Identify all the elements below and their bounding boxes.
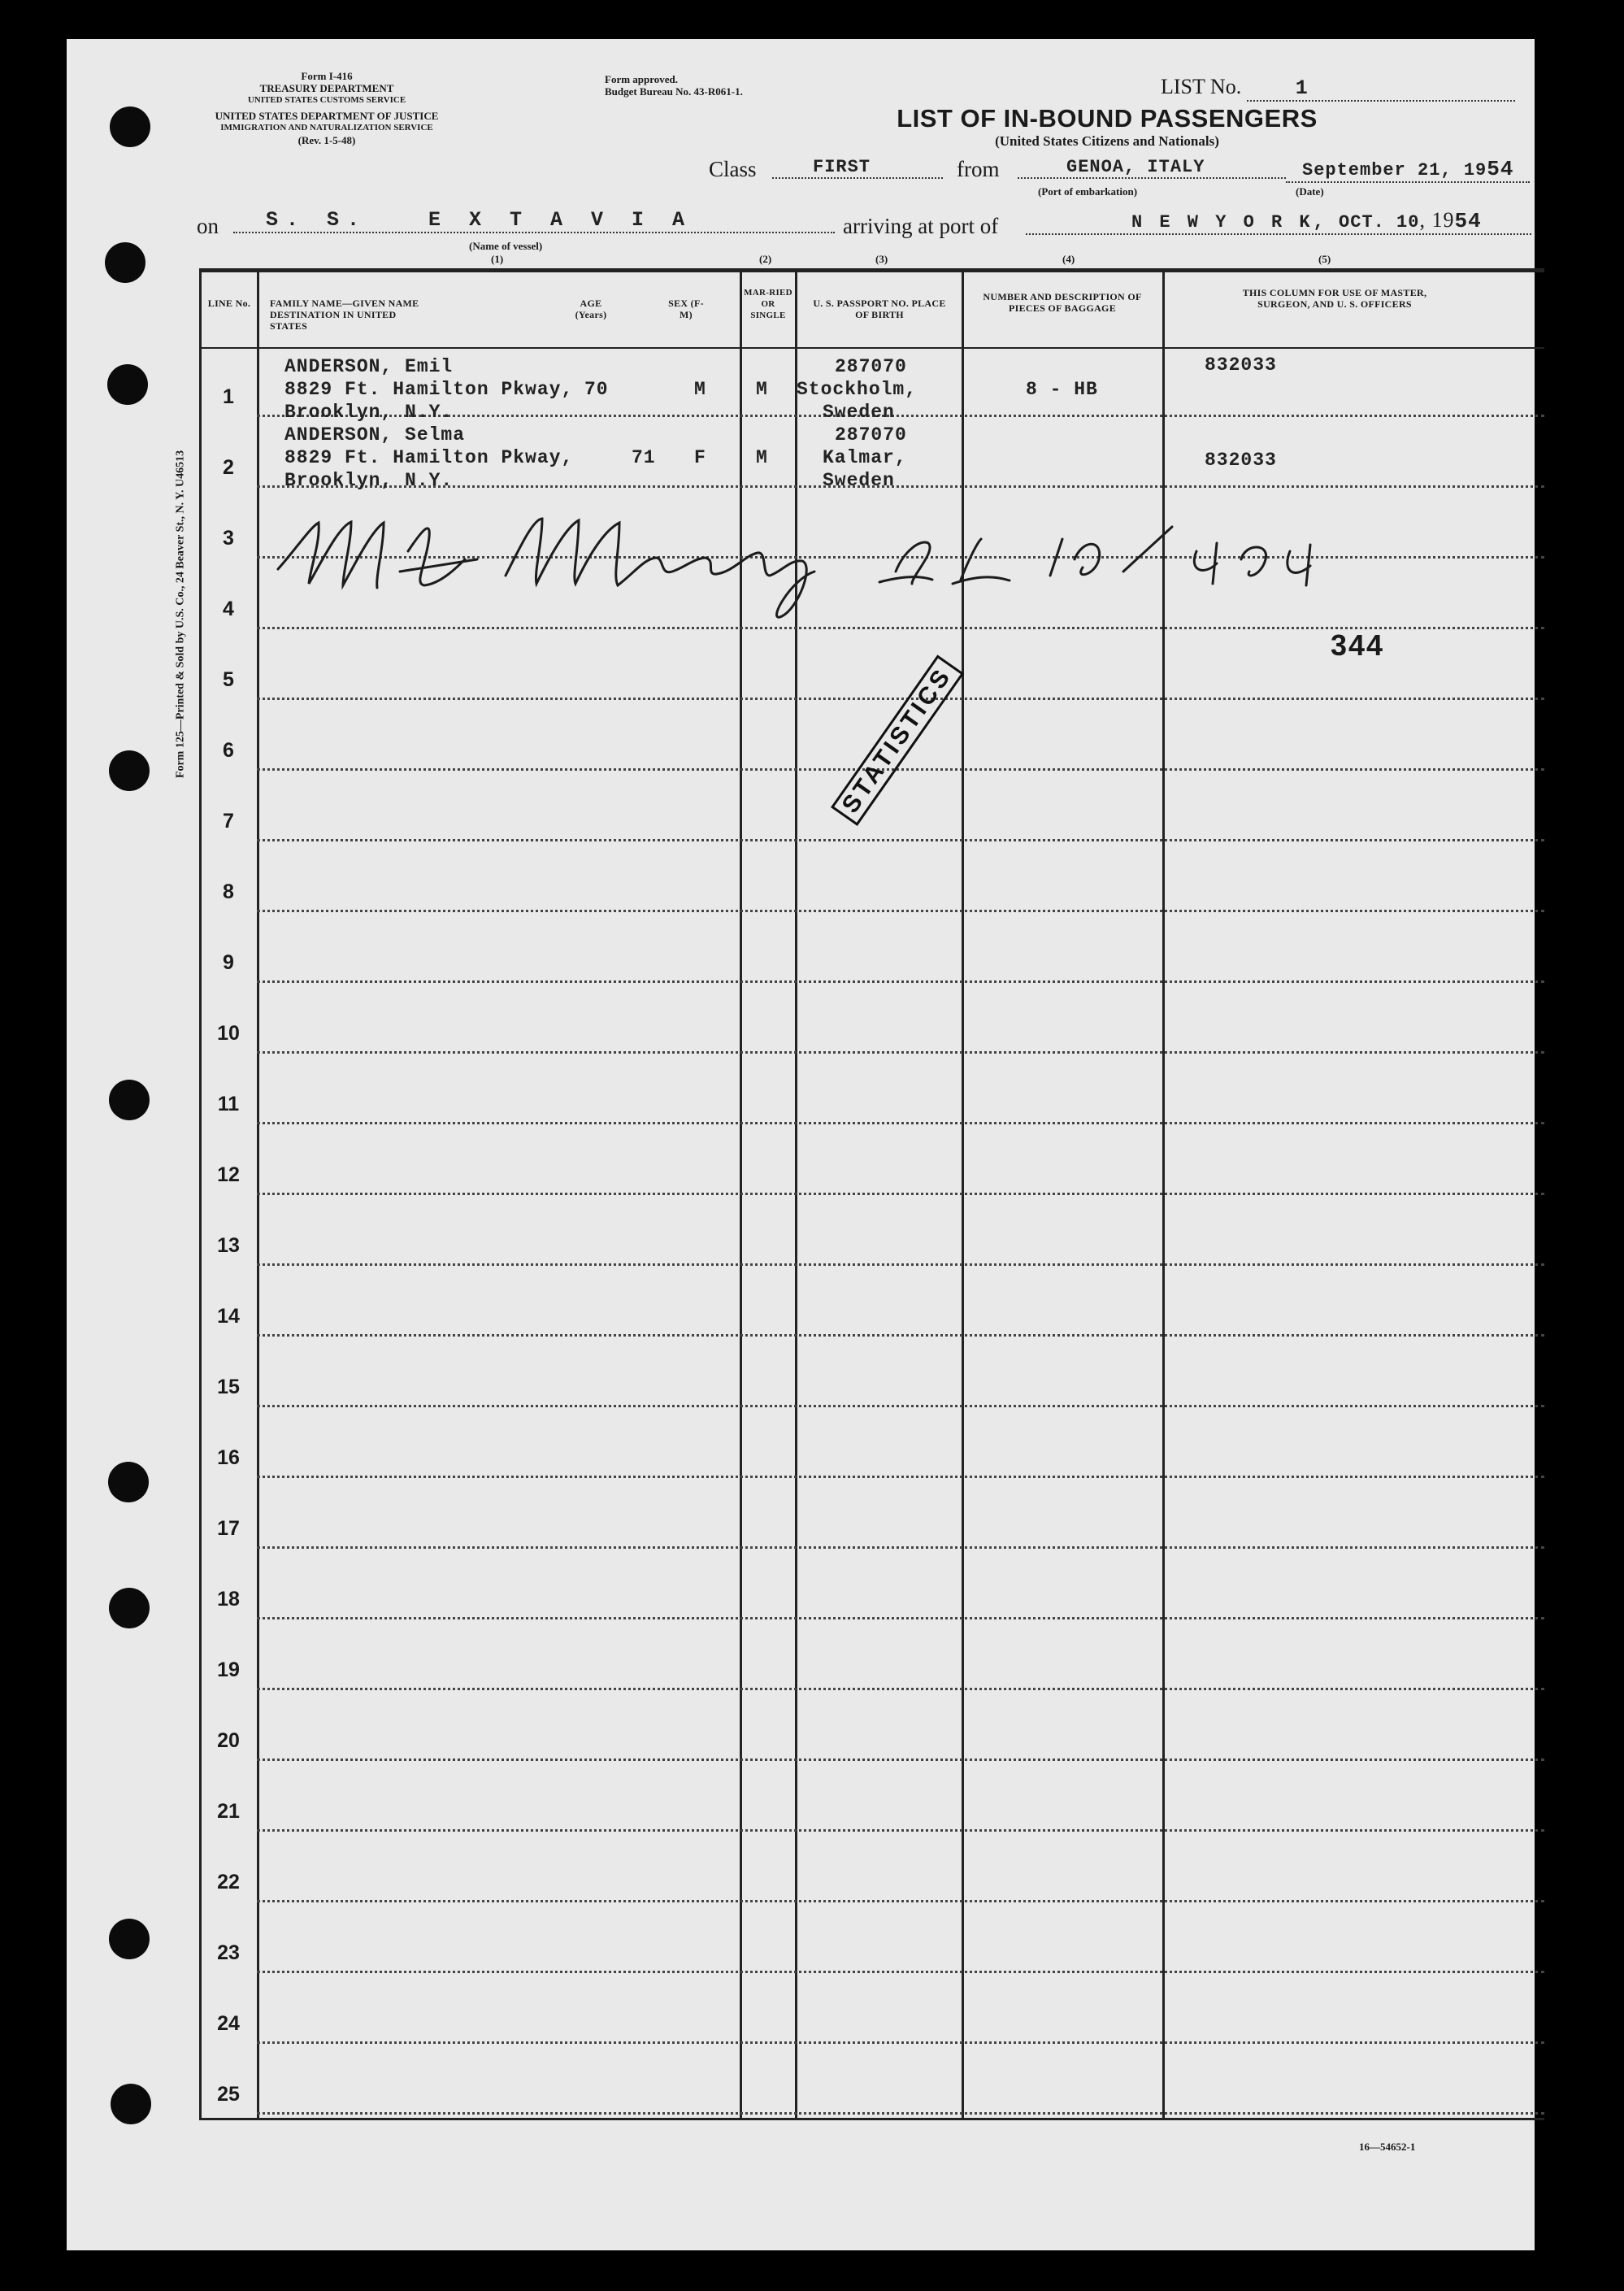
line-number: 9 bbox=[223, 951, 234, 974]
row-dotted-line bbox=[257, 1122, 1544, 1124]
passenger-age: 70 bbox=[584, 379, 609, 400]
row-dotted-line bbox=[257, 2041, 1544, 2044]
punch-hole bbox=[109, 750, 150, 791]
row-dotted-line bbox=[257, 1334, 1544, 1337]
port-caption: (Port of embarkation) bbox=[1038, 185, 1138, 198]
line-number: 6 bbox=[223, 739, 234, 762]
line-number: 1 bbox=[223, 385, 234, 408]
arrival-info bbox=[1026, 208, 1531, 235]
line-number: 5 bbox=[223, 668, 234, 691]
approved-line: Form approved. bbox=[605, 73, 679, 85]
vessel-name: S. S. E X T A V I A bbox=[233, 208, 835, 233]
passenger-name: ANDERSON, Emil bbox=[284, 356, 454, 377]
budget-bureau-line: Budget Bureau No. 43-R061-1. bbox=[605, 85, 743, 98]
line-number: 10 bbox=[217, 1022, 240, 1045]
class-label: Class bbox=[709, 157, 757, 181]
passenger-passport: 287070 bbox=[835, 356, 907, 377]
col-caption-2: (2) bbox=[759, 253, 772, 265]
line-number: 17 bbox=[217, 1517, 240, 1540]
footer-code: 16—54652-1 bbox=[1359, 2141, 1416, 2153]
row-dotted-line bbox=[257, 1051, 1544, 1054]
header-line-no: LINE No. bbox=[207, 298, 251, 309]
justice-dept: UNITED STATES DEPARTMENT OF JUSTICE bbox=[215, 110, 439, 122]
row-dotted-line bbox=[257, 1758, 1544, 1761]
header-age: AGE (Years) bbox=[575, 298, 607, 320]
handwritten-signature bbox=[262, 494, 1359, 633]
departure-year: 54 bbox=[1487, 157, 1514, 181]
printer-note: Form 125—Printed & Sold by U.S. Co., 24 Beaver St., N. Y. U46513 bbox=[174, 450, 187, 779]
line-number: 16 bbox=[217, 1446, 240, 1469]
class-value: FIRST bbox=[772, 157, 943, 179]
table-bottom-border bbox=[199, 2118, 1544, 2120]
col-caption-3: (3) bbox=[875, 253, 888, 265]
passenger-married: M bbox=[756, 447, 768, 468]
header-married: MAR-RIED OR SINGLE bbox=[744, 288, 792, 320]
passenger-city: Brooklyn, N.Y. bbox=[284, 402, 454, 423]
row-dotted-line bbox=[257, 1900, 1544, 1902]
title-block bbox=[879, 104, 1335, 150]
passenger-city: Brooklyn, N.Y. bbox=[284, 470, 454, 491]
form-page bbox=[67, 39, 1535, 2250]
line-number: 7 bbox=[223, 810, 234, 832]
col-caption-5: (5) bbox=[1318, 253, 1331, 265]
passenger-address: 8829 Ft. Hamilton Pkway, bbox=[284, 447, 574, 468]
header-passport: U. S. PASSPORT NO. PLACE OF BIRTH bbox=[813, 298, 946, 320]
header-bottom-border bbox=[199, 347, 1544, 349]
line-number: 20 bbox=[217, 1729, 240, 1752]
line-number: 3 bbox=[223, 527, 234, 550]
treasury-dept: TREASURY DEPARTMENT bbox=[259, 82, 394, 94]
header-officers: THIS COLUMN FOR USE OF MASTER, SURGEON, AND U. S. OFFICERS bbox=[1242, 287, 1427, 310]
row-dotted-line bbox=[257, 1193, 1544, 1195]
revision: (Rev. 1-5-48) bbox=[297, 134, 356, 146]
punch-hole bbox=[109, 1588, 150, 1628]
passenger-country: Sweden bbox=[823, 470, 895, 491]
annotation-number: 344 bbox=[1331, 628, 1385, 662]
date-caption: (Date) bbox=[1296, 185, 1324, 198]
departure-date-text: September 21, 19 bbox=[1302, 160, 1487, 180]
list-value: 1 bbox=[1247, 76, 1515, 102]
punch-hole bbox=[111, 2084, 151, 2124]
header-name: FAMILY NAME—GIVEN NAME DESTINATION IN UNITED STATES bbox=[270, 298, 419, 332]
row-dotted-line bbox=[257, 768, 1544, 771]
arrival-century: , 19 bbox=[1419, 208, 1455, 232]
row-dotted-line bbox=[257, 1688, 1544, 1690]
row-dotted-line bbox=[257, 2112, 1544, 2115]
passenger-baggage: 8 - HB bbox=[1026, 379, 1098, 400]
line-number: 14 bbox=[217, 1305, 240, 1328]
row-dotted-line bbox=[257, 980, 1544, 983]
col-caption-4: (4) bbox=[1062, 253, 1075, 265]
arrival-port: N E W Y O R K, bbox=[1131, 212, 1327, 233]
passenger-country: Sweden bbox=[823, 402, 895, 423]
row-dotted-line bbox=[257, 1617, 1544, 1619]
row-dotted-line bbox=[257, 839, 1544, 841]
list-number bbox=[1161, 75, 1515, 102]
on-label: on bbox=[197, 214, 219, 238]
line-number: 11 bbox=[217, 1093, 240, 1115]
row-dotted-line bbox=[257, 1829, 1544, 1832]
row-dotted-line bbox=[257, 1971, 1544, 1973]
punch-hole bbox=[109, 1080, 150, 1120]
arrival-year: 54 bbox=[1454, 209, 1482, 233]
departure-date bbox=[1286, 157, 1530, 183]
table-top-border bbox=[199, 268, 1544, 272]
passenger-passport: 287070 bbox=[835, 424, 907, 446]
line-number: 21 bbox=[217, 1800, 240, 1823]
line-number: 25 bbox=[217, 2083, 240, 2106]
passenger-age: 71 bbox=[632, 447, 656, 468]
line-number: 8 bbox=[223, 880, 234, 903]
line-number: 18 bbox=[217, 1588, 240, 1611]
row-dotted-line bbox=[257, 1405, 1544, 1407]
from-value: GENOA, ITALY bbox=[1018, 157, 1286, 179]
punch-hole bbox=[108, 1462, 149, 1502]
punch-hole bbox=[105, 242, 145, 283]
approval-block bbox=[605, 73, 743, 98]
passenger-birthplace: Stockholm, bbox=[797, 379, 918, 400]
customs-service: UNITED STATES CUSTOMS SERVICE bbox=[247, 95, 406, 105]
page-title: LIST OF IN-BOUND PASSENGERS bbox=[897, 104, 1318, 133]
passenger-sex: M bbox=[694, 379, 706, 400]
punch-hole bbox=[109, 1919, 150, 1959]
row-dotted-line bbox=[257, 910, 1544, 912]
arriving-label: arriving at port of bbox=[843, 214, 999, 238]
passenger-officer-no: 832033 bbox=[1205, 450, 1277, 471]
header-sex: SEX (F-M) bbox=[668, 298, 704, 320]
col-caption-1: (1) bbox=[491, 253, 504, 265]
form-number: Form I-416 bbox=[301, 70, 353, 82]
ins-service: IMMIGRATION AND NATURALIZATION SERVICE bbox=[220, 123, 433, 133]
line-number: 4 bbox=[223, 598, 234, 620]
row-dotted-line bbox=[257, 698, 1544, 700]
row-dotted-line bbox=[257, 1476, 1544, 1478]
line-number: 2 bbox=[223, 456, 234, 479]
page-subtitle: (United States Citizens and Nationals) bbox=[995, 133, 1219, 149]
row-dotted-line bbox=[257, 1263, 1544, 1266]
line-number: 15 bbox=[217, 1376, 240, 1398]
arrival-date: OCT. 10 bbox=[1339, 212, 1420, 233]
department-block bbox=[189, 70, 465, 146]
passenger-married: M bbox=[756, 379, 768, 400]
header-baggage: NUMBER AND DESCRIPTION OF PIECES OF BAGGAGE bbox=[983, 291, 1142, 314]
passenger-officer-no: 832033 bbox=[1205, 354, 1277, 376]
line-number: 13 bbox=[217, 1234, 240, 1257]
passenger-address: 8829 Ft. Hamilton Pkway, bbox=[284, 379, 574, 400]
from-label: from bbox=[957, 157, 1000, 181]
row-dotted-line bbox=[257, 1546, 1544, 1549]
vessel-caption: (Name of vessel) bbox=[469, 240, 543, 252]
passenger-birthplace: Kalmar, bbox=[823, 447, 907, 468]
passenger-sex: F bbox=[694, 447, 706, 468]
passenger-name: ANDERSON, Selma bbox=[284, 424, 466, 446]
line-number: 23 bbox=[217, 1941, 240, 1964]
line-number: 22 bbox=[217, 1871, 240, 1893]
punch-hole bbox=[110, 107, 150, 147]
line-number: 12 bbox=[217, 1163, 240, 1186]
list-label: LIST No. bbox=[1161, 75, 1242, 98]
line-number: 24 bbox=[217, 2012, 240, 2035]
punch-hole bbox=[107, 364, 148, 405]
line-number: 19 bbox=[217, 1658, 240, 1681]
statistics-stamp: STATISTICS bbox=[831, 655, 964, 826]
